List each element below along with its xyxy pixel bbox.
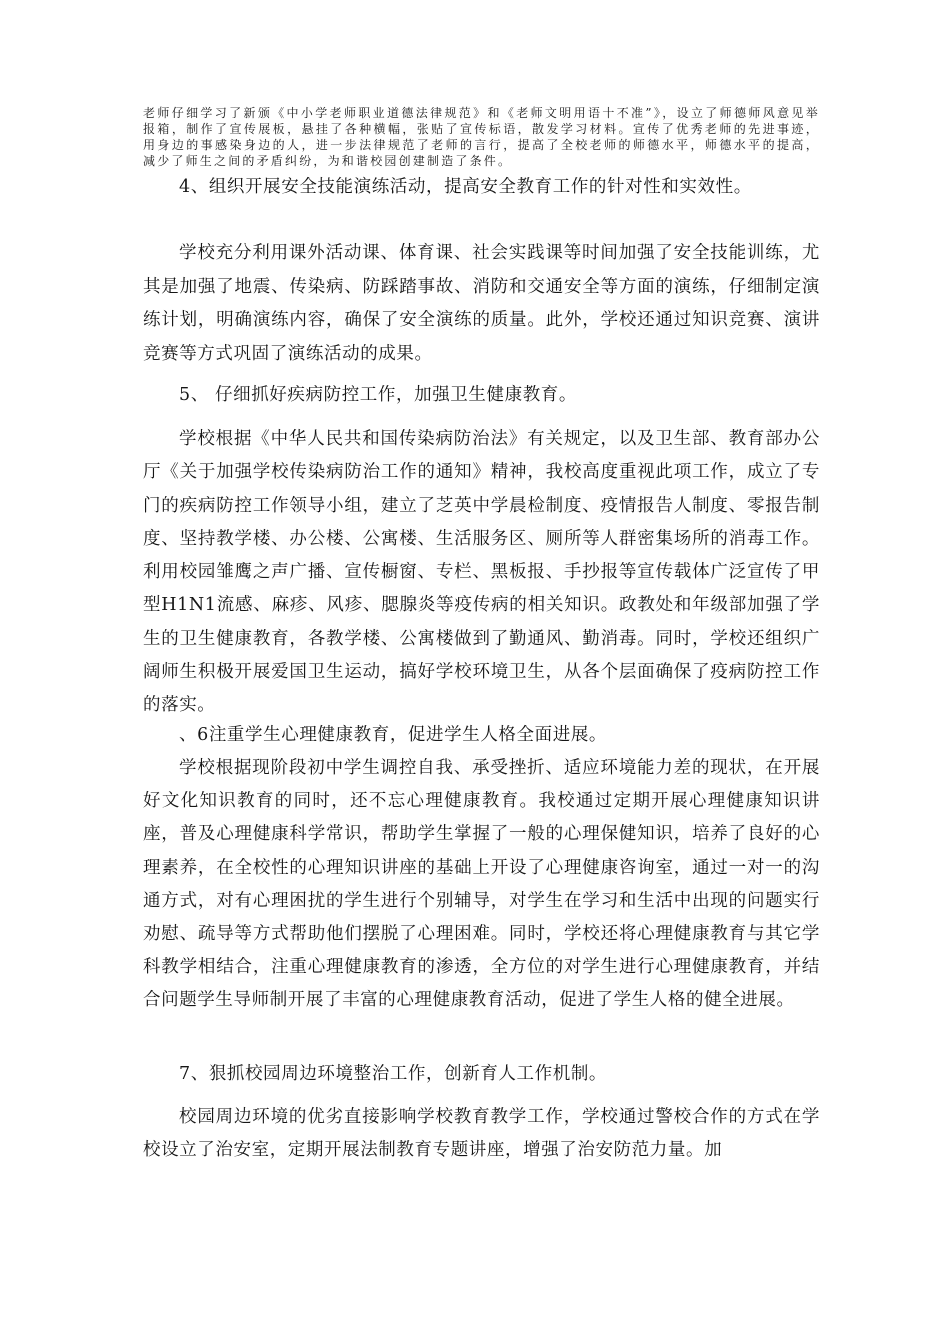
section-5-paragraph: 学校根据《中华人民共和国传染病防治法》有关规定，以及卫生部、教育部办公厅《关于加强学校传染病防治工作的通知》精神，我校高度重视此项工作，成立了专门的疾病防控工作领导小组，建立了芝英中学晨检制度、疫情报告人制度、零报告制度、坚持教学楼、办公楼、公寓楼、生活服务区、厕所等人群密集场所的消毒工作。利用校园雏鹰之声广播、宣传橱窗、专栏、黑板报、手抄报等宣传载体广泛宣传了甲型H1N1流感、麻疹、风疹、腮腺炎等疫传病的相关知识。政教处和年级部加强了学生的卫生健康教育，各教学楼、公寓楼做到了勤通风、勤消毒。同时，学校还组织广阔师生积极开展爱国卫生运动，搞好学校环境卫生，从各个层面确保了疫病防控工作的落实。 bbox=[143, 429, 820, 716]
section-7-paragraph: 校园周边环境的优劣直接影响学校教育教学工作，学校通过警校合作的方式在学校设立了治安室，定期开展法制教育专题讲座，增强了治安防范力量。加 bbox=[143, 1107, 820, 1160]
section-7-heading: 7、狠抓校园周边环境整治工作，创新育人工作机制。 bbox=[179, 1064, 608, 1084]
section-5-heading: 5、 仔细抓好疾病防控工作，加强卫生健康教育。 bbox=[179, 385, 577, 405]
section-4-paragraph: 学校充分利用课外活动课、体育课、社会实践课等时间加强了安全技能训练，尤其是加强了地震、传染病、防踩踏事故、消防和交通安全等方面的演练，仔细制定演练计划，明确演练内容，确保了安全演练的质量。此外，学校还通过知识竞赛、演讲竞赛等方式巩固了演练活动的成果。 bbox=[143, 243, 820, 364]
intro-paragraph: 老师仔细学习了新颁《中小学老师职业道德法律规范》和《老师文明用语十不准”》，设立了师德师风意见举报箱，制作了宣传展板，悬挂了各种横幅，张贴了宣传标语，散发学习材料。宣传了优秀老师的先进事迹，用身边的事感染身边的人，进一步法律规范了老师的言行，提高了全校老师的师德水平，师德水平的提高，减少了师生之间的矛盾纠纷，为和谐校园创建制造了条件。 bbox=[143, 106, 820, 168]
section-4-heading: 4、组织开展安全技能演练活动，提高安全教育工作的针对性和实效性。 bbox=[179, 177, 752, 197]
section-6-paragraph: 学校根据现阶段初中学生调控自我、承受挫折、适应环境能力差的现状，在开展好文化知识教育的同时，还不忘心理健康教育。我校通过定期开展心理健康知识讲座，普及心理健康科学常识，帮助学生掌握了一般的心理保健知识，培养了良好的心理素养，在全校性的心理知识讲座的基础上开设了心理健康咨询室，通过一对一的沟通方式，对有心理困扰的学生进行个别辅导，对学生在学习和生活中出现的问题实行劝慰、疏导等方式帮助他们摆脱了心理困难。同时，学校还将心理健康教育与其它学科教学相结合，注重心理健康教育的渗透，全方位的对学生进行心理健康教育，并结合问题学生导师制开展了丰富的心理健康教育活动，促进了学生人格的健全进展。 bbox=[143, 758, 820, 1011]
section-6-heading: 、6注重学生心理健康教育，促进学生人格全面进展。 bbox=[179, 725, 608, 745]
